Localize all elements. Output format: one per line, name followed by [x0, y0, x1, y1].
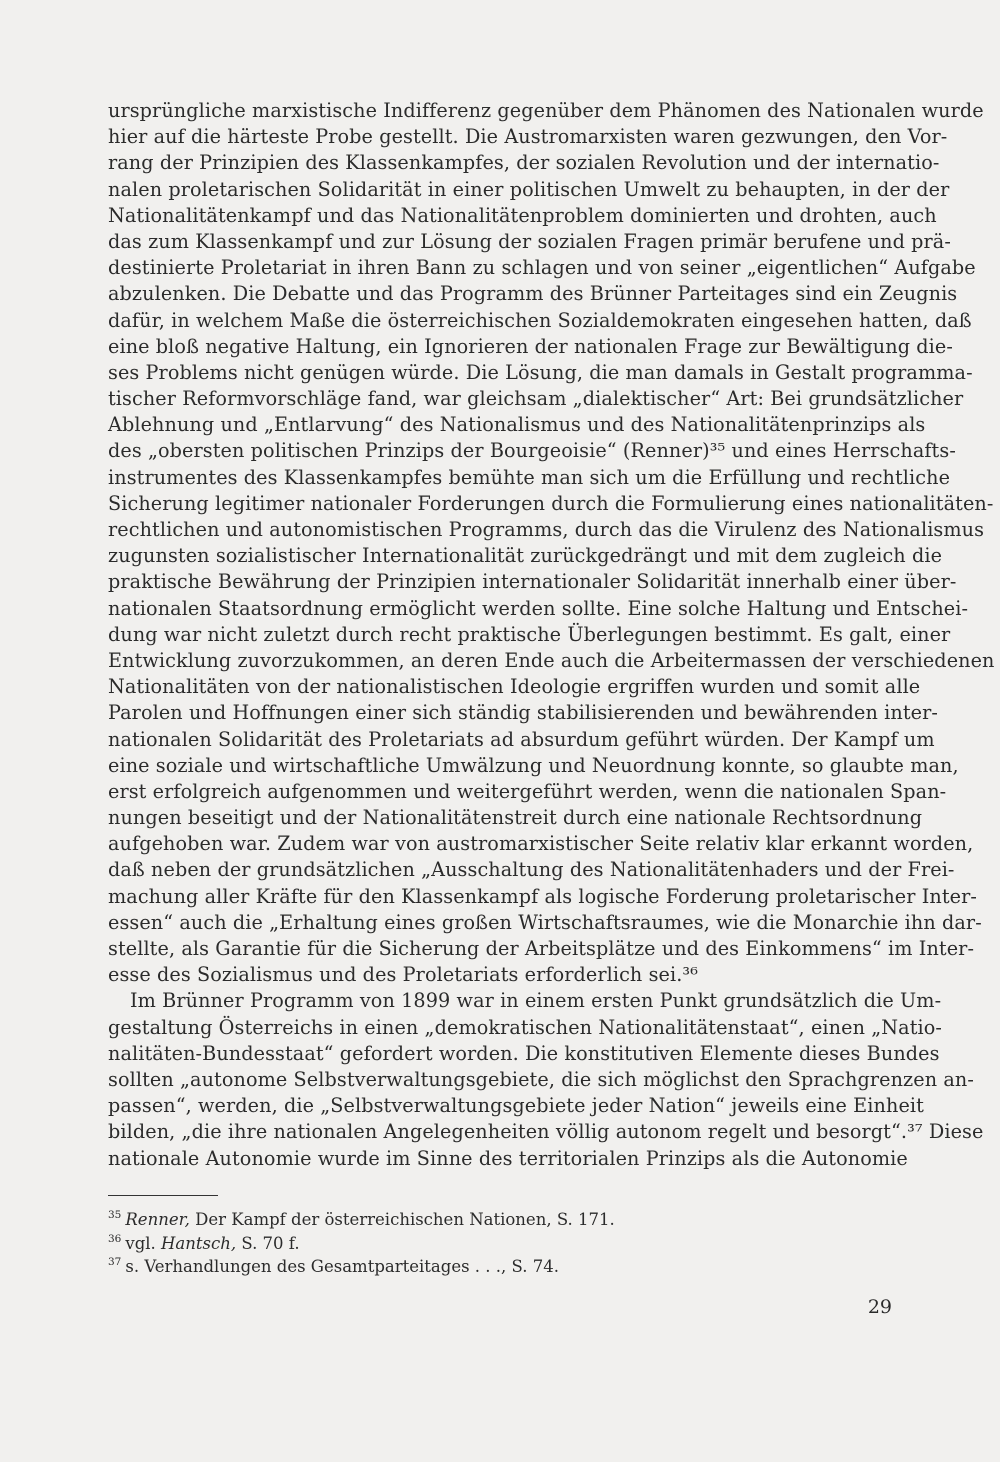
footnote-37: [108, 1255, 892, 1279]
text-line: rechtlichen und autonomistischen Programms, durch das die Virulenz des Nationalismus: [108, 518, 985, 541]
text-line: aufgehoben war. Zudem war von austromarxistischer Seite relativ klar erkannt worden,: [108, 832, 974, 856]
footnote-author: Hantsch,: [161, 1233, 237, 1253]
text-line: abzulenken. Die Debatte und das Programm des Brünner Parteitages sind ein Zeugnis: [108, 282, 958, 306]
text-line: des „obersten politischen Prinzips der Bourgeoisie“ (Renner)³⁵ und eines Herrschafts-: [108, 439, 956, 463]
text-line: nationalen Staatsordnung ermöglicht werden sollte. Eine solche Haltung und Entschei-: [108, 596, 969, 620]
text-line: Entwicklung zuvorzukommen, an deren Ende auch die Arbeitermassen der verschiedenen: [108, 648, 995, 672]
text-line: nungen beseitigt und der Nationalitätenstreit durch eine nationale Rechtsordnung: [108, 806, 923, 830]
text-line: gestaltung Österreichs in einen „demokratischen Nationalitätenstaat“, einen „Natio-: [108, 1015, 942, 1039]
text-line: Ablehnung und „Entlarvung“ des Nationalismus und des Nationalitätenprinzips als: [108, 413, 926, 437]
text-line: hier auf die härteste Probe gestellt. Die Austromarxisten waren gezwungen, den Vor-: [108, 125, 948, 149]
page-number: 29: [867, 1296, 892, 1318]
text-line: rang der Prinzipien des Klassenkampfes, der sozialen Revolution und der internatio-: [108, 151, 940, 175]
footnote-number: 37: [108, 1256, 122, 1268]
text-line: Sicherung legitimer nationaler Forderungen durch die Formulierung eines nationalitäten-: [108, 491, 994, 515]
text-line: stellte, als Garantie für die Sicherung der Arbeitsplätze und des Einkommens“ im Inter-: [108, 937, 975, 960]
text-line: erst erfolgreich aufgenommen und weitergeführt werden, wenn die nationalen Span-: [108, 779, 947, 803]
text-line: ses Problems nicht genügen würde. Die Lösung, die man damals in Gestalt programma-: [108, 360, 973, 384]
text-line: machung aller Kräfte für den Klassenkampf als logische Forderung proletarischer Inter-: [108, 884, 977, 908]
text-line: esse des Sozialismus und des Proletariats erforderlich sei.³⁶: [108, 963, 699, 987]
text-line: destinierte Proletariat in ihren Bann zu schlagen und von seiner „eigentlichen“ Aufgabe: [108, 256, 976, 280]
text-line: Nationalitätenkampf und das Nationalitätenproblem dominierten und drohten, auch: [108, 203, 937, 227]
text-line: sollten „autonome Selbstverwaltungsgebiete, die sich möglichst den Sprachgrenzen an-: [108, 1067, 974, 1091]
footnote-text: vgl.: [125, 1233, 162, 1253]
footnote-author: Renner,: [125, 1210, 190, 1229]
text-line: daß neben der grundsätzlichen „Ausschaltung des Nationalitätenhaders und der Frei-: [108, 858, 955, 882]
footnote-text: s. Verhandlungen des Gesamtparteitages . . ., S. 74.: [125, 1257, 559, 1276]
text-line: eine bloß negative Haltung, ein Ignorieren der nationalen Frage zur Bewältigung die-: [108, 334, 953, 358]
text-line: nationalen Solidarität des Proletariats ad absurdum geführt würden. Der Kampf um: [108, 727, 935, 751]
text-line: Parolen und Hoffnungen einer sich ständig stabilisierenden und bewährenden inter-: [108, 701, 938, 725]
text-line: Nationalitäten von der nationalistischen Ideologie ergriffen wurden und somit alle: [108, 675, 921, 699]
text-line: bilden, „die ihre nationalen Angelegenheiten völlig autonom regelt und besorgt“.³⁷ Diese: [108, 1120, 984, 1144]
text-line: das zum Klassenkampf und zur Lösung der sozialen Fragen primär berufene und prä-: [108, 229, 951, 253]
text-line: nalen proletarischen Solidarität in einer politischen Umwelt zu behaupten, in der der: [108, 177, 950, 201]
text-line: tischer Reformvorschläge fand, war gleichsam „dialektischer“ Art: Bei grundsätzlicher: [108, 387, 964, 411]
text-line: instrumentes des Klassenkampfes bemühte man sich um die Erfüllung und rechtliche: [108, 465, 951, 489]
footnote-36: [108, 1232, 892, 1256]
text-line: essen“ auch die „Erhaltung eines großen Wirtschaftsraumes, wie die Monarchie ihn dar-: [108, 910, 982, 934]
text-line: dung war nicht zuletzt durch recht praktische Überlegungen bestimmt. Es galt, einer: [108, 622, 951, 646]
footnote-35: [108, 1208, 892, 1232]
text-line: eine soziale und wirtschaftliche Umwälzung und Neuordnung konnte, so glaubte man,: [108, 753, 959, 777]
text-line: nationale Autonomie wurde im Sinne des territorialen Prinzips als die Autonomie: [108, 1146, 908, 1170]
footnotes: [108, 1208, 892, 1279]
paragraph-start-line: Im Brünner Programm von 1899 war in einem ersten Punkt grundsätzlich die Um-: [130, 989, 942, 1013]
footnote-number: 36: [108, 1232, 122, 1245]
text-line: praktische Bewährung der Prinzipien internationaler Solidarität innerhalb einer über-: [108, 570, 957, 594]
footnote-number: 35: [108, 1209, 122, 1221]
text-line: zugunsten sozialistischer Internationalität zurückgedrängt und mit dem zugleich die: [108, 544, 943, 568]
text-line: ursprüngliche marxistische Indifferenz gegenüber dem Phänomen des Nationalen wurde: [108, 99, 984, 122]
text-line: nalitäten-Bundesstaat“ gefordert worden. Die konstitutiven Elemente dieses Bundes: [108, 1041, 940, 1065]
text-line: passen“, werden, die „Selbstverwaltungsgebiete jeder Nation“ jeweils eine Einheit: [108, 1094, 924, 1118]
footnote-divider: [108, 1195, 218, 1196]
body-text: [108, 98, 995, 1172]
footnote-text: Der Kampf der österreichischen Nationen, S. 171.: [189, 1210, 615, 1229]
text-line: dafür, in welchem Maße die österreichischen Sozialdemokraten eingesehen hatten, daß: [108, 308, 972, 332]
footnote-text-tail: S. 70 f.: [236, 1233, 300, 1253]
